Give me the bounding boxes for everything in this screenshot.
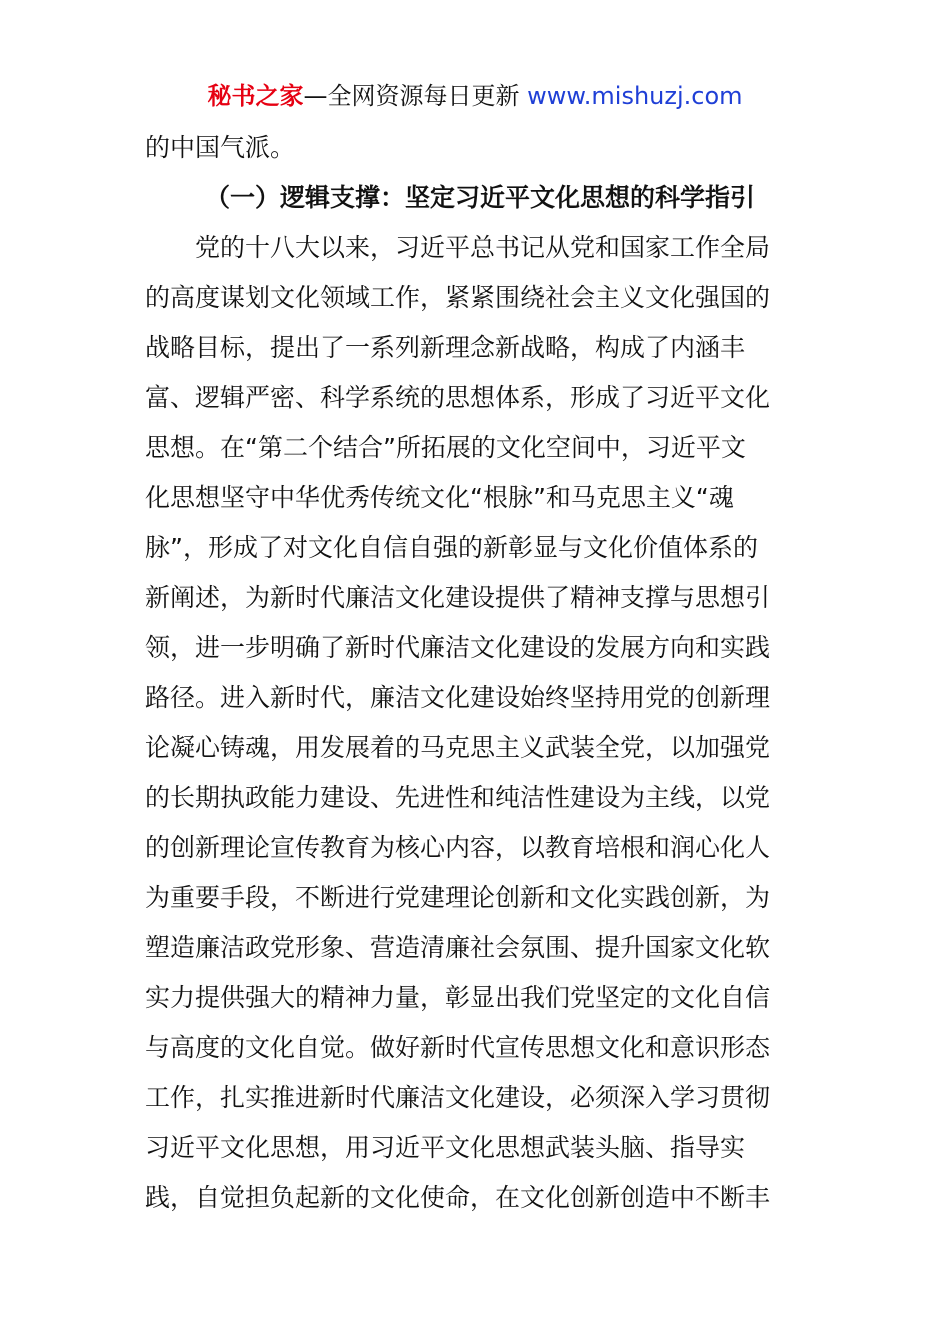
text-line: 脉”，形成了对文化自信自强的新彰显与文化价值体系的 <box>145 533 758 562</box>
text-line: 领，进一步明确了新时代廉洁文化建设的发展方向和实践 <box>145 633 771 662</box>
text-line: 论凝心铸魂，用发展着的马克思主义武装全党，以加强党 <box>145 733 771 762</box>
page-header <box>0 80 950 112</box>
text-line: 的长期执政能力建设、先进性和纯洁性建设为主线，以党 <box>145 783 771 812</box>
text-line: 习近平文化思想，用习近平文化思想武装头脑、指导实 <box>145 1133 746 1162</box>
text-line: 践，自觉担负起新的文化使命，在文化创新创造中不断丰 <box>145 1183 771 1212</box>
text-line: 战略目标，提出了一系列新理念新战略，构成了内涵丰 <box>145 333 746 362</box>
text-line: 的创新理论宣传教育为核心内容，以教育培根和润心化人 <box>145 833 771 862</box>
site-url[interactable]: www.mishuzj.com <box>527 82 743 110</box>
text-line: 党的十八大以来，习近平总书记从党和国家工作全局 <box>145 233 771 262</box>
section-heading: （一）逻辑支撑：坚定习近平文化思想的科学指引 <box>204 183 755 212</box>
text-line: 与高度的文化自觉。做好新时代宣传思想文化和意识形态 <box>145 1033 771 1062</box>
document-body <box>145 123 825 1223</box>
text-line: 新阐述，为新时代廉洁文化建设提供了精神支撑与思想引 <box>145 583 771 612</box>
text-line: 塑造廉洁政党形象、营造清廉社会氛围、提升国家文化软 <box>145 933 771 962</box>
text-line: 的高度谋划文化领域工作，紧紧围绕社会主义文化强国的 <box>145 283 771 312</box>
text-line: 工作，扎实推进新时代廉洁文化建设，必须深入学习贯彻 <box>145 1083 771 1112</box>
text-line: 的中国气派。 <box>145 133 296 162</box>
text-line: 化思想坚守中华优秀传统文化“根脉”和马克思主义“魂 <box>145 483 734 512</box>
site-tagline: —全网资源每日更新 <box>303 82 528 110</box>
text-line: 思想。在“第二个结合”所拓展的文化空间中，习近平文 <box>145 433 746 462</box>
text-line: 富、逻辑严密、科学系统的思想体系，形成了习近平文化 <box>145 383 771 412</box>
site-brand: 秘书之家 <box>207 82 304 110</box>
text-line: 路径。进入新时代，廉洁文化建设始终坚持用党的创新理 <box>145 683 771 712</box>
text-line: 为重要手段，不断进行党建理论创新和文化实践创新，为 <box>145 883 771 912</box>
text-line: 实力提供强大的精神力量，彰显出我们党坚定的文化自信 <box>145 983 771 1012</box>
